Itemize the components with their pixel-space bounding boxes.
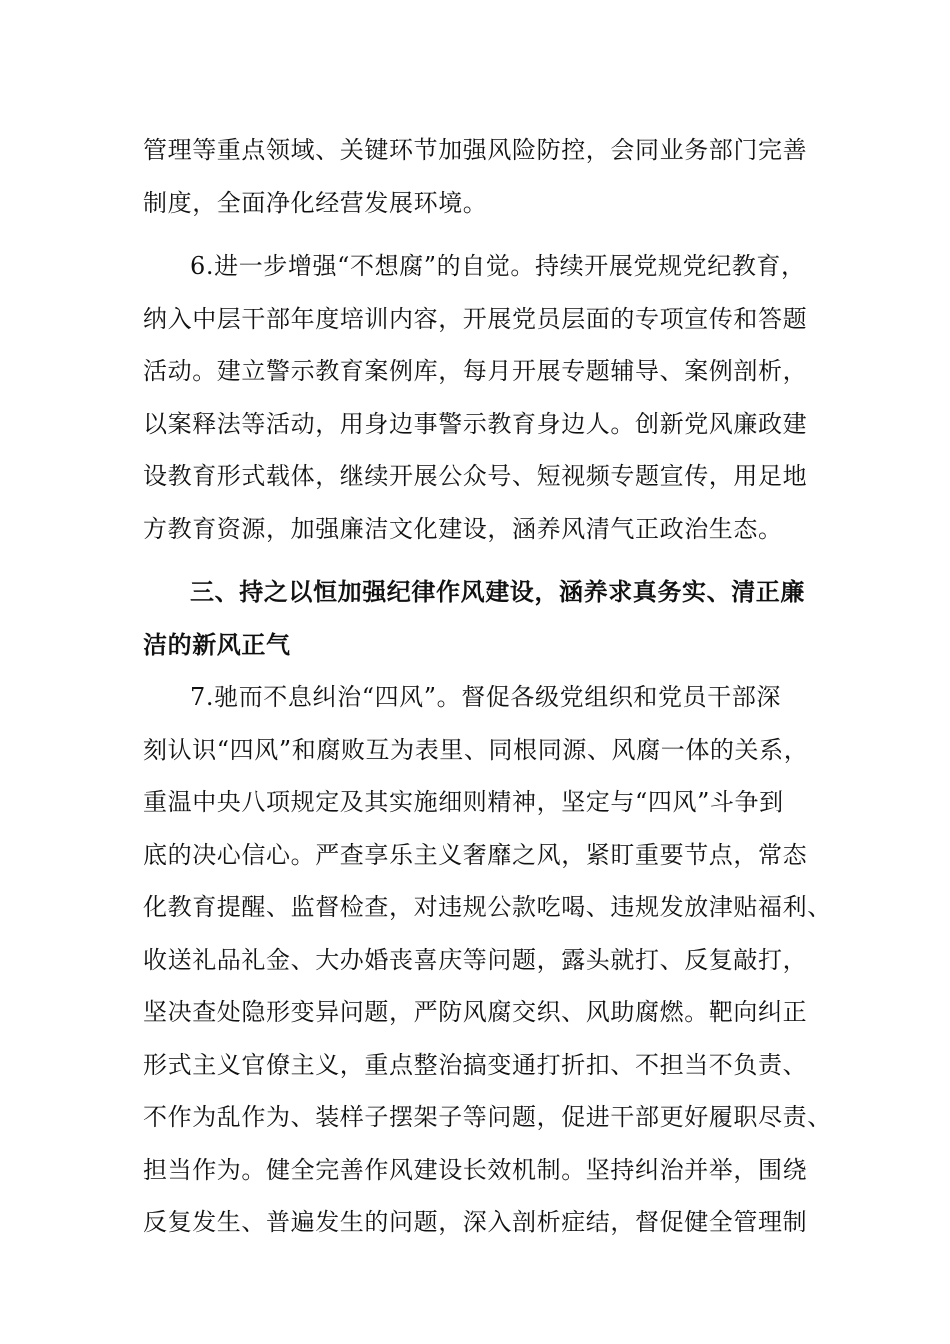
document-page [143, 124, 832, 1249]
heading-line: 洁的新风正气 [143, 630, 291, 659]
text-line: 刻认识“四风”和腐败互为表里、同根同源、风腐一体的关系， [143, 735, 809, 764]
text-line: 6.进一步增强“不想腐”的自觉。持续开展党规党纪教育， [190, 252, 806, 280]
text-line: 设教育形式载体，继续开展公众号、短视频专题宣传，用足地 [143, 462, 808, 490]
text-line: 重温中央八项规定及其实施细则精神，坚定与“四风”斗争到 [143, 788, 784, 816]
text-line: 方教育资源，加强廉洁文化建设，涵养风清气正政治生态。 [143, 514, 783, 543]
text-line: 活动。建立警示教育案例库，每月开展专题辅导、案例剖析， [143, 357, 808, 385]
text-line: 收送礼品礼金、大办婚丧喜庆等问题，露头就打、反复敲打， [143, 945, 808, 974]
heading-line: 三、持之以恒加强纪律作风建设，涵养求真务实、清正廉 [190, 578, 805, 606]
text-line: 担当作为。健全完善作风建设长效机制。坚持纠治并举，围绕 [143, 1155, 808, 1184]
text-line: 管理等重点领域、关键环节加强风险防控，会同业务部门完善 [143, 136, 808, 164]
section-heading-3 [143, 566, 823, 671]
text-line: 形式主义官僚主义，重点整治搞变通打折扣、不担当不负责、 [143, 1050, 808, 1079]
paragraph-6 [143, 240, 823, 555]
text-line: 制度，全面净化经营发展环境。 [143, 188, 488, 217]
paragraph-7 [143, 671, 832, 1249]
text-line: 不作为乱作为、装样子摆架子等问题，促进干部更好履职尽责、 [143, 1103, 832, 1131]
text-line: 底的决心信心。严查享乐主义奢靡之风，紧盯重要节点，常态 [143, 840, 808, 869]
text-line: 纳入中层干部年度培训内容，开展党员层面的专项宣传和答题 [143, 304, 808, 333]
text-line: 反复发生、普遍发生的问题，深入剖析症结，督促健全管理制 [143, 1208, 808, 1236]
text-line: 以案释法等活动，用身边事警示教育身边人。创新党风廉政建 [143, 409, 808, 438]
paragraph-intro [143, 124, 823, 229]
text-line: 坚决查处隐形变异问题，严防风腐交织、风助腐燃。靶向纠正 [143, 998, 808, 1026]
text-line: 7.驰而不息纠治“四风”。督促各级党组织和党员干部深 [190, 683, 782, 711]
text-line: 化教育提醒、监督检查，对违规公款吃喝、违规发放津贴福利、 [143, 893, 832, 921]
